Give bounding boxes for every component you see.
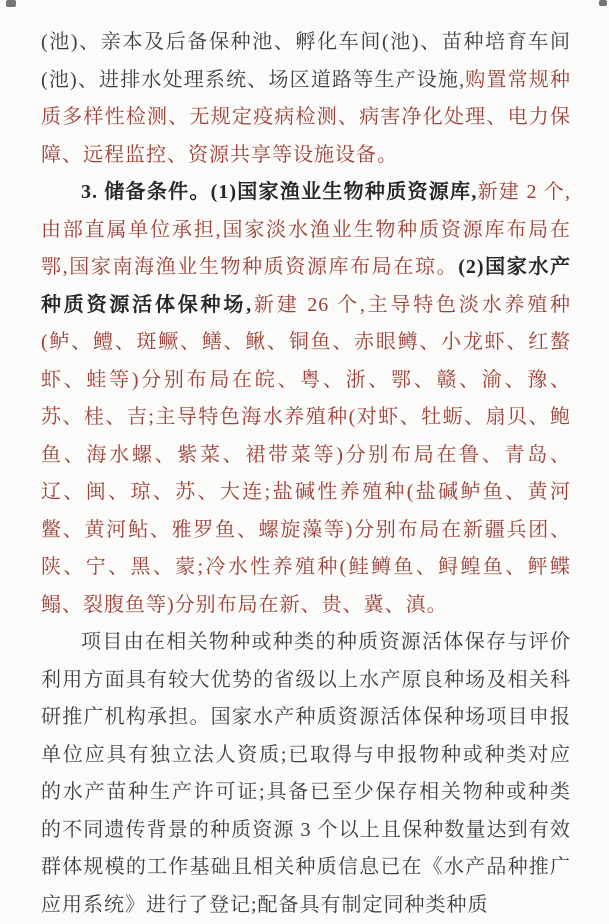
project-undertaker-paragraph bbox=[41, 624, 571, 924]
reserve-conditions-paragraph bbox=[41, 174, 571, 624]
project-undertaker-paragraph-segment-1: 项目由在相关物种或种类的种质资源活体保存与评价利用方面具有较大优势的省级以上水产原良种场及相关科研推广机构承担。国家水产种质资源活体保种场项目申报单位应具有独立法人资质;已取得与申报物种或种类对应的水产苗种生产许可证;具备已至少保存相关物种或种类的不同遗传背景的种质资源 3 个以上且保种数量达到有效群体规模的工作基础且相关种质信息已在《水产品种推广应用系统》进行了登记;配备具有制定同种类种质 bbox=[41, 631, 571, 916]
facilities-paragraph-segment-2: 购置常规种质多样性检测、无规定疫病检测、病害净化处理、电力保障、远程监控、资源共享等设施设备。 bbox=[41, 68, 571, 166]
scan-artifact-top-right bbox=[599, 0, 607, 6]
facilities-paragraph bbox=[41, 24, 571, 174]
reserve-conditions-paragraph-segment-4: 新建 26 个,主导特色淡水养殖种(鲈、鳢、斑鳜、鳝、鳅、铜鱼、赤眼鳟、小龙虾、红螯虾、蛙等)分别布局在皖、粤、浙、鄂、赣、渝、豫、苏、桂、吉;主导特色海水养殖种(对虾、牡蛎、扇贝、鲍鱼、海水螺、紫菜、裙带菜等)分别布局在鲁、青岛、辽、闽、琼、苏、大连;盐碱性养殖种(盐碱鲈鱼、黄河鳖、黄河鲇、雅罗鱼、螺旋藻等)分别布局在新疆兵团、陕、宁、黑、蒙;冷水性养殖种(鲑鳟鱼、鲟鳇鱼、鲆鲽鳎、裂腹鱼等)分别布局在新、贵、冀、滇。 bbox=[41, 293, 571, 616]
scan-artifact-top-left bbox=[6, 0, 16, 7]
document-body bbox=[41, 24, 571, 924]
reserve-conditions-paragraph-segment-1: 3. 储备条件。(1)国家渔业生物种质资源库, bbox=[81, 181, 478, 203]
reserve-conditions-paragraph-segment-2: 新建 2 个,由部直属单位承担,国家淡水渔业生物种质资源库布局在鄂,国家南海渔业生物种质资源库布局在琼。 bbox=[41, 181, 571, 278]
facilities-paragraph-segment-1: (池)、亲本及后备保种池、孵化车间(池)、苗种培育车间(池)、进排水处理系统、场区道路等生产设施, bbox=[41, 31, 571, 91]
reserve-conditions-paragraph-segment-3: (2)国家水产种质资源活体保种场, bbox=[41, 256, 571, 316]
